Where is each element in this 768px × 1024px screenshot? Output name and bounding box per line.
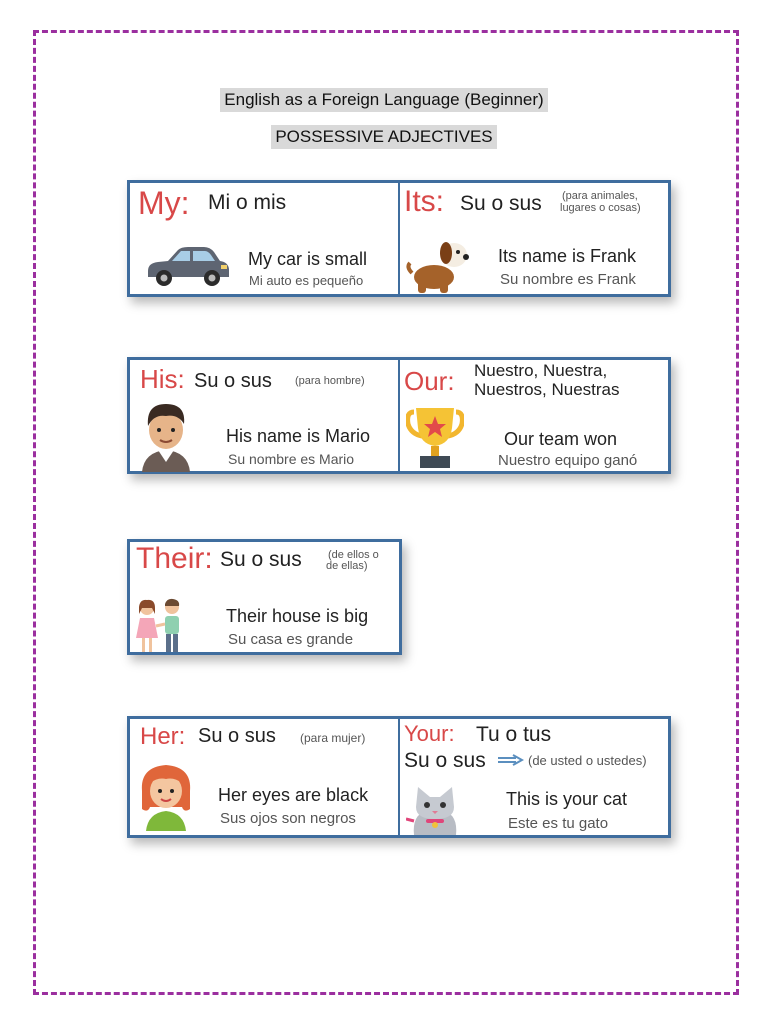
dog-icon xyxy=(406,237,474,295)
meaning-their: Su o sus xyxy=(220,548,302,571)
cell-its xyxy=(398,183,668,294)
keyword-its: Its: xyxy=(404,185,445,218)
example-our: Our team won xyxy=(504,429,618,449)
note-her: (para mujer) xyxy=(300,731,366,745)
translation-her: Sus ojos son negros xyxy=(220,810,356,827)
arrow-right-icon xyxy=(498,754,524,766)
meaning-its: Su o sus xyxy=(460,192,542,215)
translation-its: Su nombre es Frank xyxy=(500,271,636,288)
girl-icon xyxy=(138,761,194,831)
keyword-her: Her: xyxy=(140,723,186,750)
document-subtitle: POSSESSIVE ADJECTIVES xyxy=(271,125,496,149)
card-their xyxy=(127,539,402,655)
keyword-my: My: xyxy=(138,185,190,221)
meaning-his: Su o sus xyxy=(194,370,272,392)
translation-their: Su casa es grande xyxy=(228,631,354,648)
meaning-her: Su o sus xyxy=(198,725,276,747)
trophy-icon xyxy=(406,406,464,470)
meaning-our-line2: Nuestros, Nuestras xyxy=(474,380,620,399)
cell-her xyxy=(130,719,398,835)
translation-your: Este es tu gato xyxy=(508,815,609,832)
note-their-line1: (de ellos o xyxy=(328,549,379,561)
cell-my xyxy=(130,183,398,294)
note-his: (para hombre) xyxy=(295,375,365,387)
meaning-your-line2: Su o sus xyxy=(404,749,486,772)
keyword-your: Your: xyxy=(404,721,455,746)
meaning-our-line1: Nuestro, Nuestra, xyxy=(474,361,608,380)
car-icon xyxy=(142,241,232,291)
card-my-its xyxy=(127,180,671,297)
card-her-your xyxy=(127,716,671,838)
cell-your xyxy=(398,719,668,835)
couple-icon xyxy=(132,598,188,654)
keyword-their: Their: xyxy=(136,542,213,575)
note-your: (de usted o ustedes) xyxy=(528,753,647,768)
translation-his: Su nombre es Mario xyxy=(228,451,355,467)
example-her: Her eyes are black xyxy=(218,785,369,805)
example-his: His name is Mario xyxy=(226,426,371,446)
document-title-row xyxy=(0,88,768,112)
meaning-your: Tu o tus xyxy=(476,723,552,746)
keyword-his: His: xyxy=(140,364,185,394)
example-their: Their house is big xyxy=(226,606,369,626)
example-your: This is your cat xyxy=(506,789,628,809)
note-its-line2: lugares o cosas) xyxy=(560,202,641,214)
example-my: My car is small xyxy=(248,249,368,269)
translation-my: Mi auto es pequeño xyxy=(249,273,364,288)
meaning-my: Mi o mis xyxy=(208,191,287,214)
note-their-line2: de ellas) xyxy=(326,560,368,572)
cell-their xyxy=(130,542,399,652)
cat-icon xyxy=(406,785,464,835)
document-subtitle-row xyxy=(0,125,768,149)
example-its: Its name is Frank xyxy=(498,246,637,266)
card-his-our xyxy=(127,357,671,474)
translation-our: Nuestro equipo ganó xyxy=(498,452,638,469)
page-border xyxy=(33,30,739,995)
boy-icon xyxy=(138,398,194,472)
cell-his xyxy=(130,360,398,471)
document-title: English as a Foreign Language (Beginner) xyxy=(220,88,547,112)
cell-our xyxy=(398,360,668,471)
note-its-line1: (para animales, xyxy=(562,190,638,202)
keyword-our: Our: xyxy=(404,366,455,396)
